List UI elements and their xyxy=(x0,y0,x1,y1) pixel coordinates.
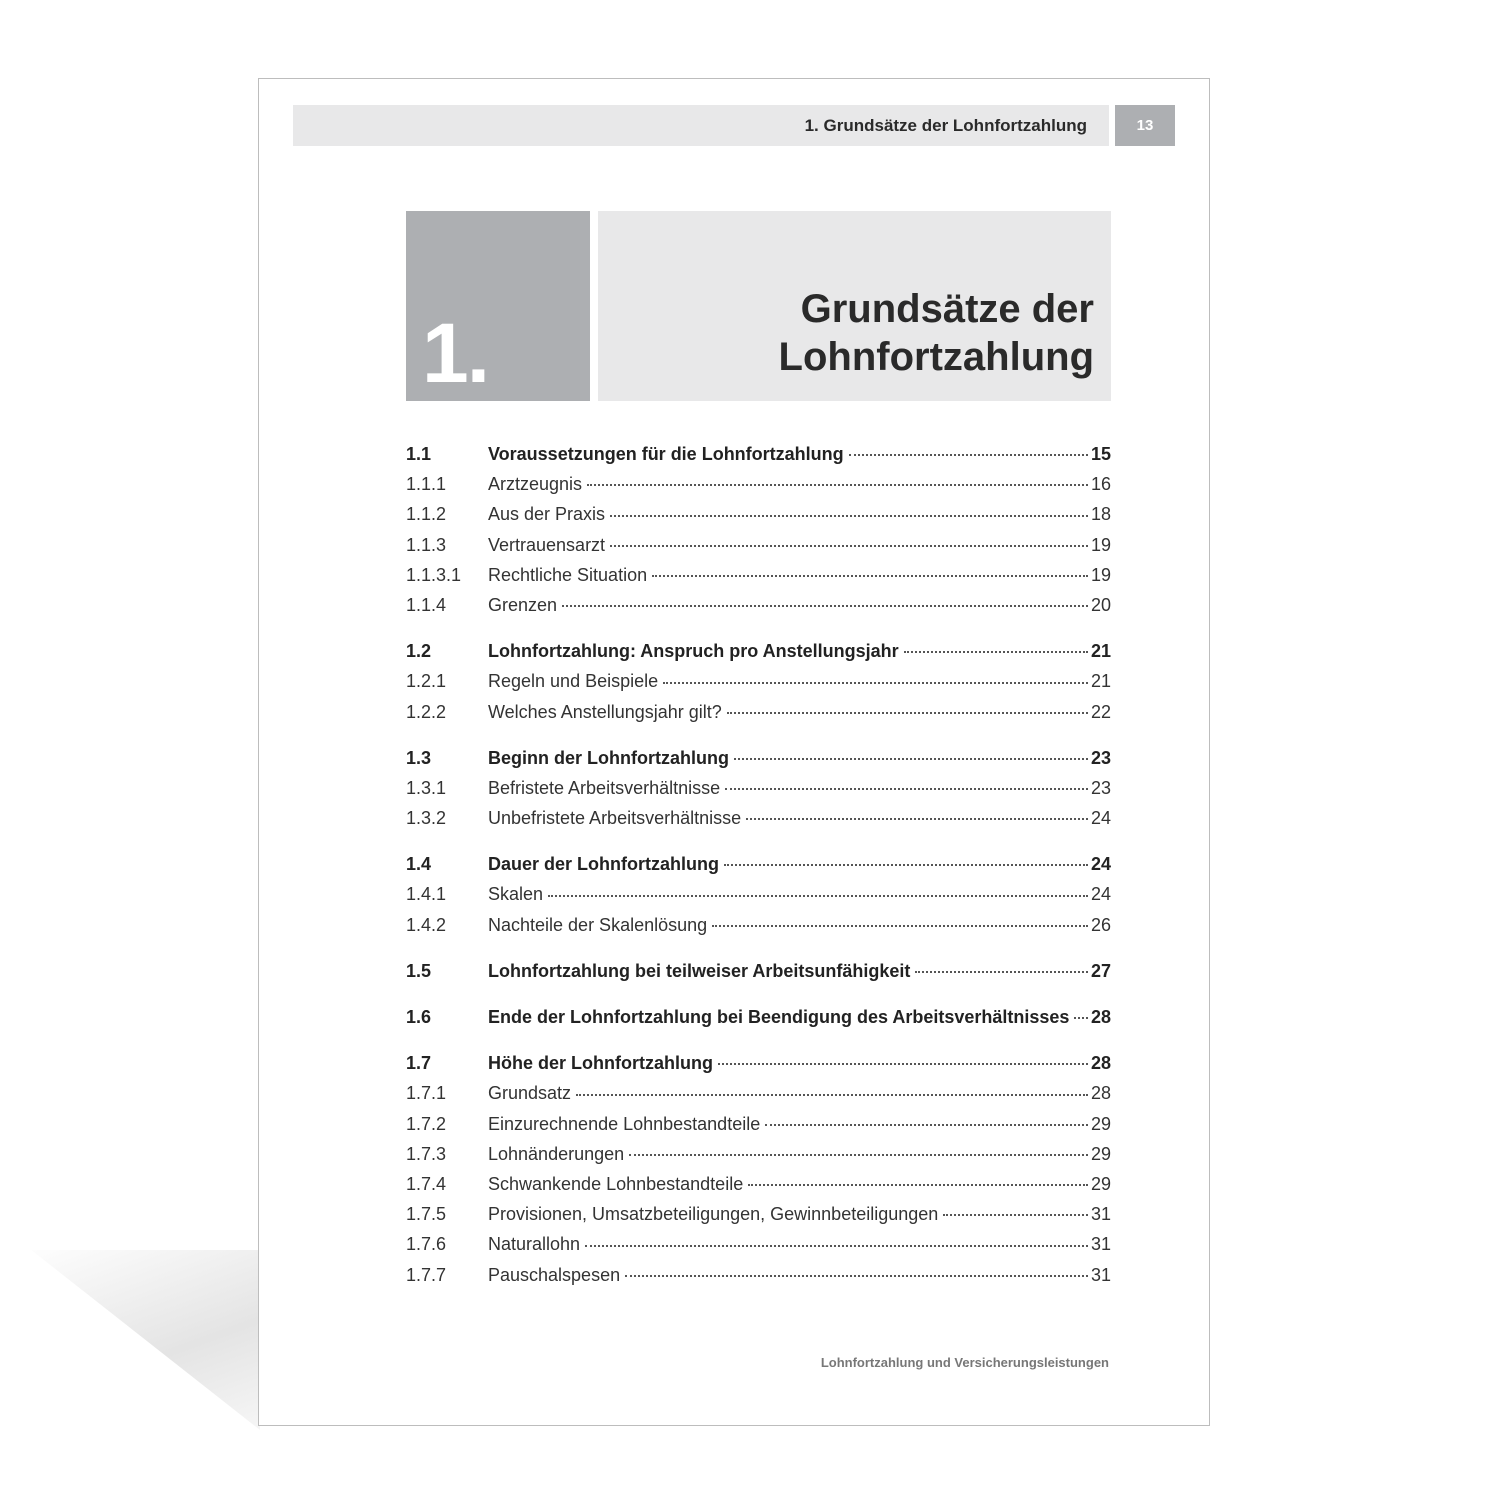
toc-leader-dots xyxy=(849,454,1088,456)
toc-entry[interactable] xyxy=(406,666,1111,696)
toc-entry-page: 22 xyxy=(1090,701,1111,722)
toc-entry[interactable] xyxy=(406,879,1111,909)
toc-entry[interactable] xyxy=(406,956,1111,986)
toc-leader-dots xyxy=(610,515,1088,517)
toc-entry[interactable] xyxy=(406,1109,1111,1139)
toc-entry-number: 1.4.1 xyxy=(406,884,447,905)
toc-entry[interactable] xyxy=(406,560,1111,590)
toc-entry-number: 1.3.1 xyxy=(406,777,447,798)
toc-entry[interactable] xyxy=(406,1260,1111,1290)
toc-entry-number: 1.1.4 xyxy=(406,594,447,615)
document-page xyxy=(258,78,1210,1426)
toc-entry-title: Höhe der Lohnfortzahlung xyxy=(488,1053,713,1074)
toc-leader-dots xyxy=(712,925,1088,927)
toc-entry-page: 18 xyxy=(1090,504,1111,525)
toc-leader-dots xyxy=(548,895,1088,897)
toc-entry-page: 28 xyxy=(1090,1053,1111,1074)
toc-entry-number: 1.2.1 xyxy=(406,671,447,692)
toc-entry-number: 1.7 xyxy=(406,1053,432,1074)
toc-entry-page: 29 xyxy=(1090,1113,1111,1134)
toc-entry-title: Einzurechnende Lohnbestandteile xyxy=(488,1113,761,1134)
toc-entry-title: Provisionen, Umsatzbeteiligungen, Gewinnbeteiligungen xyxy=(488,1204,939,1225)
toc-entry[interactable] xyxy=(406,469,1111,499)
running-header xyxy=(293,105,1109,146)
toc-leader-dots xyxy=(562,605,1088,607)
toc-entry-title: Welches Anstellungsjahr gilt? xyxy=(488,701,722,722)
toc-entry[interactable] xyxy=(406,590,1111,620)
toc-leader-dots xyxy=(725,788,1088,790)
toc-leader-dots xyxy=(587,484,1088,486)
toc-entry-title: Ende der Lohnfortzahlung bei Beendigung des Arbeitsverhältnisses xyxy=(488,1007,1070,1027)
toc-entry[interactable] xyxy=(406,499,1111,529)
toc-leader-dots xyxy=(915,971,1088,973)
toc-entry-number: 1.1.1 xyxy=(406,474,447,495)
toc-entry-number: 1.3 xyxy=(406,747,432,768)
toc-entry-title: Pauschalspesen xyxy=(488,1264,621,1285)
toc-entry[interactable] xyxy=(406,1169,1111,1199)
toc-entry-page: 21 xyxy=(1090,671,1111,692)
toc-entry-number: 1.7.6 xyxy=(406,1234,447,1255)
toc-entry-page: 21 xyxy=(1090,641,1111,662)
toc-entry[interactable] xyxy=(406,803,1111,833)
toc-leader-dots xyxy=(1074,1017,1088,1019)
toc-entry-title: Rechtliche Situation xyxy=(488,564,648,585)
toc-leader-dots xyxy=(765,1124,1088,1126)
toc-entry-number: 1.4.2 xyxy=(406,914,447,935)
toc-leader-dots xyxy=(585,1245,1088,1247)
toc-leader-dots xyxy=(576,1094,1088,1096)
toc-leader-dots xyxy=(943,1214,1088,1216)
toc-entry-title: Grenzen xyxy=(488,594,558,615)
toc-entry-page: 28 xyxy=(1090,1083,1111,1104)
toc-entry-page: 31 xyxy=(1090,1234,1111,1255)
toc-entry-number: 1.2.2 xyxy=(406,701,447,722)
toc-entry-title: Naturallohn xyxy=(488,1234,581,1255)
toc-entry-number: 1.1.3.1 xyxy=(406,564,462,585)
toc-entry[interactable] xyxy=(406,910,1111,940)
toc-entry[interactable] xyxy=(406,849,1111,879)
toc-entry-number: 1.1 xyxy=(406,444,432,464)
toc-entry-page: 24 xyxy=(1090,884,1111,905)
toc-entry[interactable] xyxy=(406,439,1111,469)
toc-entry-page: 29 xyxy=(1090,1143,1111,1164)
toc-entry[interactable] xyxy=(406,1229,1111,1259)
toc-entry-title: Befristete Arbeitsverhältnisse xyxy=(488,777,721,798)
page-shadow xyxy=(0,1250,260,1430)
toc-entry-page: 26 xyxy=(1090,914,1111,935)
toc-entry-title: Vertrauensarzt xyxy=(488,534,606,555)
toc-leader-dots xyxy=(904,651,1088,653)
toc-entry-number: 1.7.5 xyxy=(406,1204,447,1225)
chapter-title-line-1: Grundsätze der xyxy=(800,287,1094,331)
chapter-title-box xyxy=(598,211,1111,401)
page-number: 13 xyxy=(1115,105,1175,146)
toc-entry-title: Schwankende Lohnbestandteile xyxy=(488,1173,744,1194)
toc-entry-page: 23 xyxy=(1090,747,1111,768)
toc-leader-dots xyxy=(748,1184,1088,1186)
toc-entry[interactable] xyxy=(406,1002,1111,1032)
toc-entry[interactable] xyxy=(406,1139,1111,1169)
toc-entry-number: 1.2 xyxy=(406,641,432,662)
toc-leader-dots xyxy=(746,818,1088,820)
toc-leader-dots xyxy=(652,575,1088,577)
toc-leader-dots xyxy=(629,1154,1088,1156)
chapter-title xyxy=(779,285,1094,381)
toc-leader-dots xyxy=(625,1275,1088,1277)
toc-entry-page: 20 xyxy=(1090,594,1111,615)
toc-leader-dots xyxy=(727,712,1088,714)
table-of-contents xyxy=(406,439,1111,1290)
toc-entry[interactable] xyxy=(406,697,1111,727)
toc-entry-page: 31 xyxy=(1090,1264,1111,1285)
toc-entry-title: Dauer der Lohnfortzahlung xyxy=(488,854,719,875)
toc-entry-page: 19 xyxy=(1090,534,1111,555)
toc-entry-title: Unbefristete Arbeitsverhältnisse xyxy=(488,808,742,829)
toc-entry-number: 1.6 xyxy=(406,1007,432,1027)
toc-leader-dots xyxy=(724,864,1088,866)
toc-entry-page: 29 xyxy=(1090,1173,1111,1194)
toc-entry-title: Arztzeugnis xyxy=(488,474,583,495)
toc-entry-title: Lohnfortzahlung bei teilweiser Arbeitsunfähigkeit xyxy=(488,960,911,981)
toc-leader-dots xyxy=(718,1063,1088,1065)
page-footer: Lohnfortzahlung und Versicherungsleistungen xyxy=(820,1355,1109,1370)
toc-leader-dots xyxy=(610,545,1088,547)
toc-entry-page: 15 xyxy=(1090,444,1111,464)
toc-entry-title: Regeln und Beispiele xyxy=(488,671,659,692)
toc-entry-number: 1.7.3 xyxy=(406,1143,447,1164)
toc-entry[interactable] xyxy=(406,636,1111,666)
toc-entry[interactable] xyxy=(406,743,1111,773)
toc-entry-title: Skalen xyxy=(488,884,544,905)
toc-entry[interactable] xyxy=(406,530,1111,560)
toc-entry-page: 16 xyxy=(1090,474,1111,495)
toc-entry-title: Lohnänderungen xyxy=(488,1143,625,1164)
chapter-number: 1. xyxy=(422,306,489,400)
toc-entry-number: 1.1.2 xyxy=(406,504,447,525)
toc-leader-dots xyxy=(663,682,1088,684)
toc-entry-number: 1.5 xyxy=(406,960,432,981)
toc-entry-number: 1.4 xyxy=(406,854,432,875)
toc-entry-title: Voraussetzungen für die Lohnfortzahlung xyxy=(488,444,844,464)
toc-entry-page: 24 xyxy=(1090,808,1111,829)
toc-entry-page: 31 xyxy=(1090,1204,1111,1225)
toc-entry[interactable] xyxy=(406,1199,1111,1229)
toc-entry-page: 28 xyxy=(1090,1007,1111,1027)
toc-entry-title: Grundsatz xyxy=(488,1083,572,1104)
toc-entry-page: 24 xyxy=(1090,854,1111,875)
toc-entry[interactable] xyxy=(406,1078,1111,1108)
running-header-title: 1. Grundsätze der Lohnfortzahlung xyxy=(804,116,1087,135)
toc-entry-number: 1.1.3 xyxy=(406,534,447,555)
toc-entry-number: 1.7.7 xyxy=(406,1264,447,1285)
toc-entry-title: Beginn der Lohnfortzahlung xyxy=(488,747,729,768)
toc-entry[interactable] xyxy=(406,773,1111,803)
toc-entry-number: 1.7.2 xyxy=(406,1113,447,1134)
toc-entry-number: 1.3.2 xyxy=(406,808,447,829)
toc-entry[interactable] xyxy=(406,1048,1111,1078)
toc-entry-title: Aus der Praxis xyxy=(488,504,606,525)
toc-entry-page: 27 xyxy=(1090,960,1111,981)
toc-entry-title: Lohnfortzahlung: Anspruch pro Anstellungsjahr xyxy=(488,641,899,662)
chapter-title-line-2: Lohnfortzahlung xyxy=(778,335,1094,379)
toc-entry-title: Nachteile der Skalenlösung xyxy=(488,914,708,935)
toc-entry-number: 1.7.1 xyxy=(406,1083,447,1104)
toc-entry-number: 1.7.4 xyxy=(406,1173,447,1194)
toc-entry-page: 23 xyxy=(1090,777,1111,798)
chapter-number-box xyxy=(406,211,590,401)
toc-entry-page: 19 xyxy=(1090,564,1111,585)
toc-leader-dots xyxy=(734,758,1088,760)
